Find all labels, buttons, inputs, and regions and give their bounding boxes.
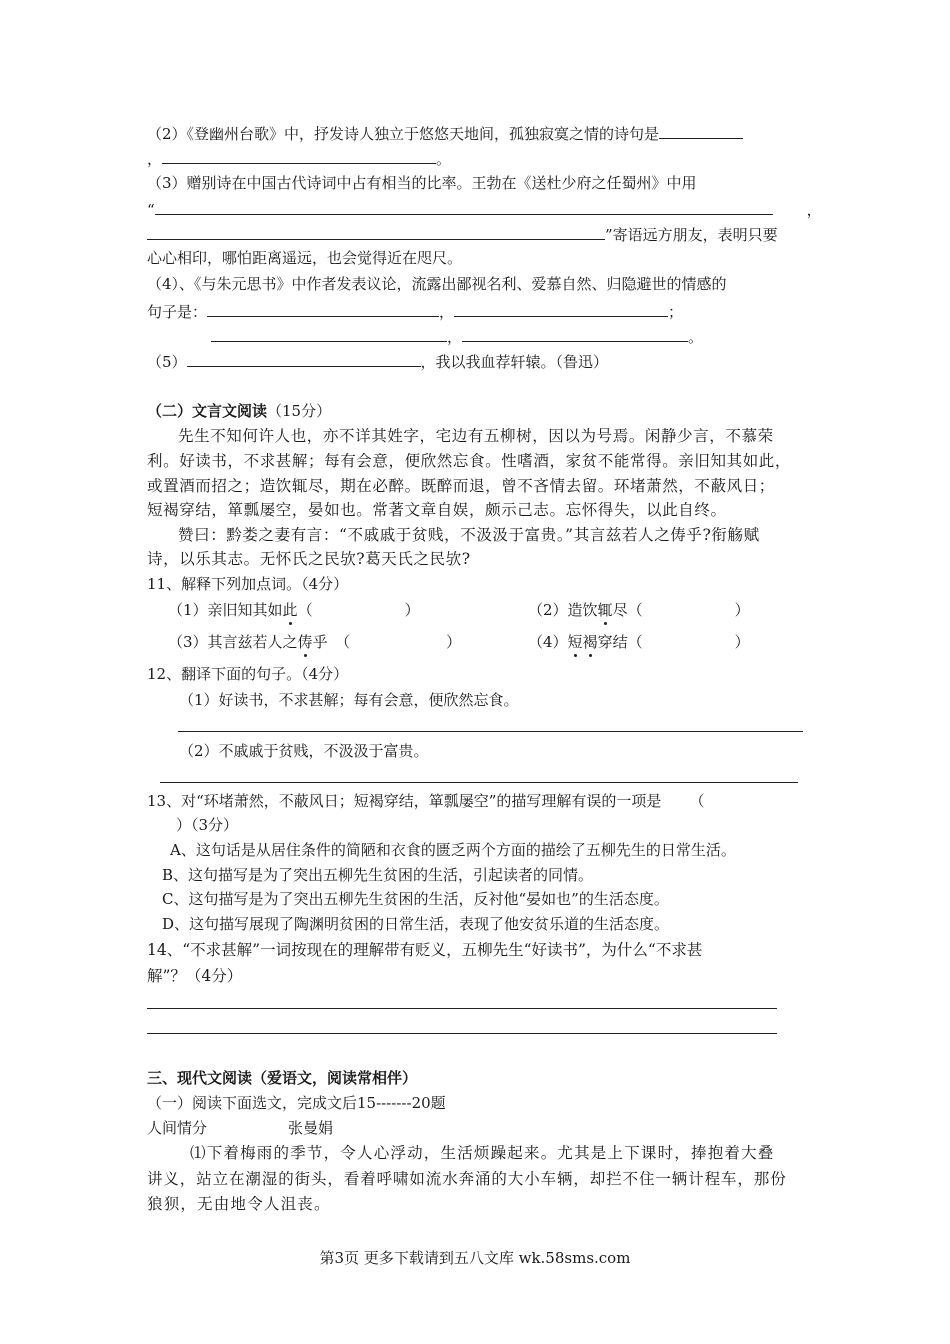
- q3-line-4: 心心相印，哪怕距离遥远，也会觉得近在咫尺。: [147, 249, 463, 267]
- dotted-char: 短: [567, 633, 583, 651]
- article-p2: 讲义，站立在潮湿的街头，看着呼啸如流水奔涌的大小车辆，却拦不住一辆计程车，那份: [147, 1170, 787, 1188]
- open-quote: “: [147, 201, 155, 219]
- q13-option-b[interactable]: B、这句描写是为了突出五柳先生贫困的生活，引起读者的同情。: [162, 866, 594, 884]
- q11-item-3: （3）其言兹若人之俦乎 （ ）: [168, 633, 462, 651]
- q11-title: 11、解释下列加点词。（4分）: [147, 575, 349, 593]
- q4-line: （4）、《与朱元思书》中作者发表议论，流露出鄙视名利、爱慕自然、归隐避世的情感的: [147, 275, 727, 293]
- q4-blank-2[interactable]: [454, 300, 668, 317]
- q11-item-1: （1）亲旧知其如此（ ）: [168, 601, 420, 619]
- q4-line-2: [147, 300, 683, 322]
- page-footer: 第3页 更多下载请到五八文库 wk.58sms.com: [319, 1249, 631, 1267]
- q4-blank-3[interactable]: [211, 325, 447, 342]
- q2-blank-2[interactable]: [162, 147, 436, 164]
- q11-item-2: （2）造饮辄尽（ ）: [528, 601, 750, 619]
- dotted-char: 辄: [597, 601, 613, 619]
- modern-heading: 三、现代文阅读（爱语文，阅读常相伴）: [147, 1069, 418, 1087]
- comma: ，: [439, 303, 455, 321]
- semicolon: ；: [668, 303, 684, 321]
- classical-heading: [147, 401, 331, 421]
- q5-num: （5）: [147, 353, 187, 371]
- modern-subheading: （一）阅读下面选文，完成文后15-------20题: [147, 1094, 446, 1112]
- q5-blank[interactable]: [187, 350, 421, 367]
- q12-answer-line-2[interactable]: [160, 782, 798, 783]
- q4-blank-4[interactable]: [462, 325, 688, 342]
- q12-title: 12、翻译下面的句子。（4分）: [147, 665, 349, 683]
- q14-line-2: 解”？（4分）: [147, 967, 243, 985]
- article-p3: 狼狈，无由地令人沮丧。: [147, 1195, 331, 1213]
- q2-text: （2）《登幽州台歌》中，抒发诗人独立于悠悠天地间，孤独寂寞之情的诗句是: [147, 125, 660, 143]
- q3-line-2: [147, 198, 822, 220]
- q2-line-2: [147, 147, 451, 169]
- classical-p2: 利。好读书，不求甚解；每有会意，便欣然忘食。性嗜酒，家贫不能常得。亲旧知其如此，: [147, 452, 792, 470]
- q13-score: ）（3分）: [176, 816, 239, 834]
- article-title: 人间情分: [147, 1119, 208, 1137]
- q4-text-b: 句子是：: [147, 303, 208, 321]
- article-author: 张曼娟: [288, 1119, 334, 1137]
- q13-option-a[interactable]: A、这句话是从居住条件的简陋和衣食的匮乏两个方面的描绘了五柳先生的日常生活。: [170, 841, 736, 859]
- q4-line-3: [211, 325, 703, 347]
- q11-item-4: （4）短褐穿结（ ）: [528, 633, 750, 651]
- q13-option-c[interactable]: C、这句描写是为了突出五柳先生贫困的生活，反衬他“晏如也”的生活态度。: [162, 890, 669, 908]
- dotted-char: 此: [282, 601, 298, 619]
- comma: ，: [147, 150, 163, 168]
- q4-blank-1[interactable]: [207, 300, 439, 317]
- classical-score: （15分）: [267, 402, 332, 420]
- q12-sentence-1: （1）好读书，不求甚解；每有会意，便欣然忘食。: [179, 691, 519, 709]
- q3-line: （3）赠别诗在中国古代诗词中占有相当的比率。王勃在《送杜少府之任蜀州》中用: [147, 174, 697, 192]
- q3-blank-1[interactable]: [155, 198, 773, 215]
- q2-blank-1[interactable]: [659, 122, 743, 139]
- period: 。: [436, 150, 452, 168]
- article-p1: ⑴下着梅雨的季节，令人心浮动，生活烦躁起来。尤其是上下课时，捧抱着大叠: [190, 1144, 775, 1162]
- q2-line: [147, 122, 743, 144]
- q3-text-b: ”寄语远方朋友，表明只要: [605, 226, 778, 244]
- classical-p1: 先生不知何许人也，亦不详其姓字，宅边有五柳树，因以为号焉。闲静少言，不慕荣: [178, 427, 774, 445]
- q3-line-3: [147, 223, 778, 245]
- q14-line-1: 14、“不求甚解”一词按现在的理解带有贬义，五柳先生“好读书”，为什么“不求甚: [147, 941, 703, 959]
- comma: ，: [806, 201, 822, 219]
- dotted-char: 褐: [582, 633, 598, 651]
- classical-p4: 短褐穿结，箪瓢屡空，晏如也。常著文章自娱，颇示己志。忘怀得失，以此自终。: [147, 501, 727, 519]
- classical-title: （二）文言文阅读: [147, 402, 268, 420]
- classical-p3: 或置酒而招之；造饮辄尽，期在必醉。既醉而退，曾不吝情去留。环堵萧然，不蔽风日；: [147, 477, 775, 495]
- q13-option-d[interactable]: D、这句描写展现了陶渊明贫困的日常生活，表现了他安贫乐道的生活态度。: [162, 915, 670, 933]
- period: 。: [688, 328, 704, 346]
- q13-title: 13、对“环堵萧然，不蔽风日；短褐穿结，箪瓢屡空”的描写理解有误的一项是 （: [147, 792, 705, 810]
- q3-blank-2[interactable]: [147, 223, 605, 240]
- comma: ，: [447, 328, 463, 346]
- q5-text: ，我以我血荐轩辕。（鲁迅）: [420, 353, 609, 371]
- q12-answer-line-1[interactable]: [178, 731, 803, 732]
- q5-line: [147, 350, 608, 372]
- dotted-char: 俦: [297, 633, 313, 651]
- q14-answer-line-1[interactable]: [147, 1008, 777, 1009]
- q12-sentence-2: （2）不戚戚于贫贱，不汲汲于富贵。: [179, 742, 429, 760]
- classical-p6: 诗，以乐其志。无怀氏之民欤?葛天氏之民欤?: [147, 550, 471, 568]
- q14-answer-line-2[interactable]: [147, 1033, 777, 1034]
- classical-p5: 赞曰：黔娄之妻有言：“不戚戚于贫贱，不汲汲于富贵。”其言兹若人之俦乎?衔觞赋: [178, 526, 760, 544]
